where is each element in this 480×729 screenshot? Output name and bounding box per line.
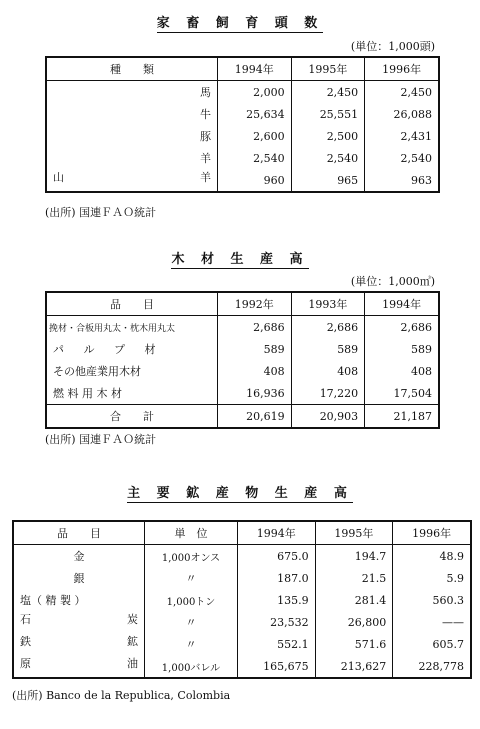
cell: 26,088 [365,103,439,125]
cell: —— [393,611,471,633]
header-cell: 1994年 [365,292,439,316]
cell: 281.4 [315,589,393,611]
timber-source: (出所) 国連ＦＡＯ統計 [45,433,157,446]
minerals-source: (出所) Banco de la Republica, Colombia [12,689,231,702]
cell: 228,778 [393,655,471,678]
cell: 21,187 [365,405,439,429]
header-cell: 品 目 [46,292,218,316]
table-row [46,81,439,104]
cell: 552.1 [238,633,316,655]
row-label-left: 山 [53,171,64,184]
row-label: 豚 [200,130,211,143]
row-label: 塩（ 精 製 ） [20,594,86,607]
unit-cell: 〃 [145,611,238,633]
row-label-right: 炭 [127,613,138,626]
total-label: 合 計 [46,405,218,429]
header-cell: 1994年 [238,521,316,545]
timber-title: 木 材 生 産 高 [171,252,309,267]
row-label [14,611,144,633]
row-label: 馬 [200,86,211,99]
timber-table [45,291,440,429]
cell: 2,000 [218,81,292,104]
minerals-title: 主 要 鉱 産 物 生 産 高 [127,486,353,501]
cell: 571.6 [315,633,393,655]
row-label: 銀 [73,572,85,585]
table-header-row [13,521,471,545]
cell: 963 [365,169,439,192]
row-label-right: 油 [127,657,138,670]
table-row [13,589,471,611]
cell: 25,551 [291,103,365,125]
livestock-source: (出所) 国連ＦＡＯ統計 [45,206,157,219]
header-cell: 1996年 [393,521,471,545]
cell: 2,500 [291,125,365,147]
table-row [46,360,439,382]
cell: 26,800 [315,611,393,633]
cell: 5.9 [393,567,471,589]
row-label: 金 [73,550,85,563]
cell: 187.0 [238,567,316,589]
unit-cell: 1,000オンス [145,545,238,568]
cell: 20,903 [291,405,365,429]
cell: 408 [291,360,365,382]
cell: 965 [291,169,365,192]
cell: 408 [218,360,292,382]
cell: 589 [218,338,292,360]
table-row [46,316,439,339]
table-header-row [46,292,439,316]
unit-cell: 〃 [145,567,238,589]
cell: 213,627 [315,655,393,678]
row-label-right: 羊 [200,171,211,184]
unit-cell: 1,000バレル [145,655,238,678]
table-row [46,169,439,192]
table-row [13,655,471,678]
table-row [13,545,471,568]
cell: 16,936 [218,382,292,405]
cell: 48.9 [393,545,471,568]
table-row [13,567,471,589]
unit-cell: 1,000トン [145,589,238,611]
cell: 675.0 [238,545,316,568]
cell: 2,431 [365,125,439,147]
cell: 2,540 [291,147,365,169]
cell: 17,504 [365,382,439,405]
cell: 2,450 [365,81,439,104]
cell: 21.5 [315,567,393,589]
row-label: 牛 [200,108,211,121]
header-cell: 1992年 [218,292,292,316]
cell: 589 [365,338,439,360]
row-label: 羊 [200,152,211,165]
cell: 2,686 [291,316,365,339]
row-label-right: 鉱 [127,635,138,648]
cell: 2,540 [218,147,292,169]
table-row [46,382,439,405]
cell: 25,634 [218,103,292,125]
cell: 2,686 [218,316,292,339]
cell: 589 [291,338,365,360]
cell: 194.7 [315,545,393,568]
cell: 960 [218,169,292,192]
row-label [14,633,144,655]
header-cell: 1995年 [315,521,393,545]
cell: 605.7 [393,633,471,655]
cell: 2,686 [365,316,439,339]
header-cell: 1993年 [291,292,365,316]
row-label [14,655,144,677]
cell: 20,619 [218,405,292,429]
cell: 408 [365,360,439,382]
row-label-left: 鉄 [20,635,31,648]
cell: 17,220 [291,382,365,405]
table-header-row [46,57,439,81]
header-cell: 種 類 [46,57,218,81]
row-label [47,169,217,191]
row-label: 挽材・合板用丸太・枕木用丸太 [49,323,176,334]
cell: 560.3 [393,589,471,611]
header-cell: 1995年 [291,57,365,81]
header-cell: 1996年 [365,57,439,81]
table-row [46,103,439,125]
table-row [46,125,439,147]
cell: 2,450 [291,81,365,104]
row-label: パ ル プ 材 [53,343,164,356]
livestock-unit: (単位：1,000頭) [350,40,435,53]
total-row [46,405,439,429]
cell: 23,532 [238,611,316,633]
cell: 165,675 [238,655,316,678]
header-cell: 1994年 [218,57,292,81]
timber-unit: (単位：1,000㎥) [350,275,435,288]
livestock-table [45,56,440,193]
minerals-table [12,520,472,679]
livestock-title: 家 畜 飼 育 頭 数 [156,16,324,31]
header-cell: 単 位 [145,521,238,545]
row-label: 燃 料 用 木 材 [53,387,122,400]
cell: 135.9 [238,589,316,611]
cell: 2,600 [218,125,292,147]
table-row [46,338,439,360]
table-row [13,611,471,633]
row-label-left: 原 [20,657,31,670]
cell: 2,540 [365,147,439,169]
row-label-left: 石 [20,613,31,626]
header-cell: 品 目 [13,521,145,545]
row-label: その他産業用木材 [53,365,141,378]
table-row [46,147,439,169]
unit-cell: 〃 [145,633,238,655]
table-row [13,633,471,655]
